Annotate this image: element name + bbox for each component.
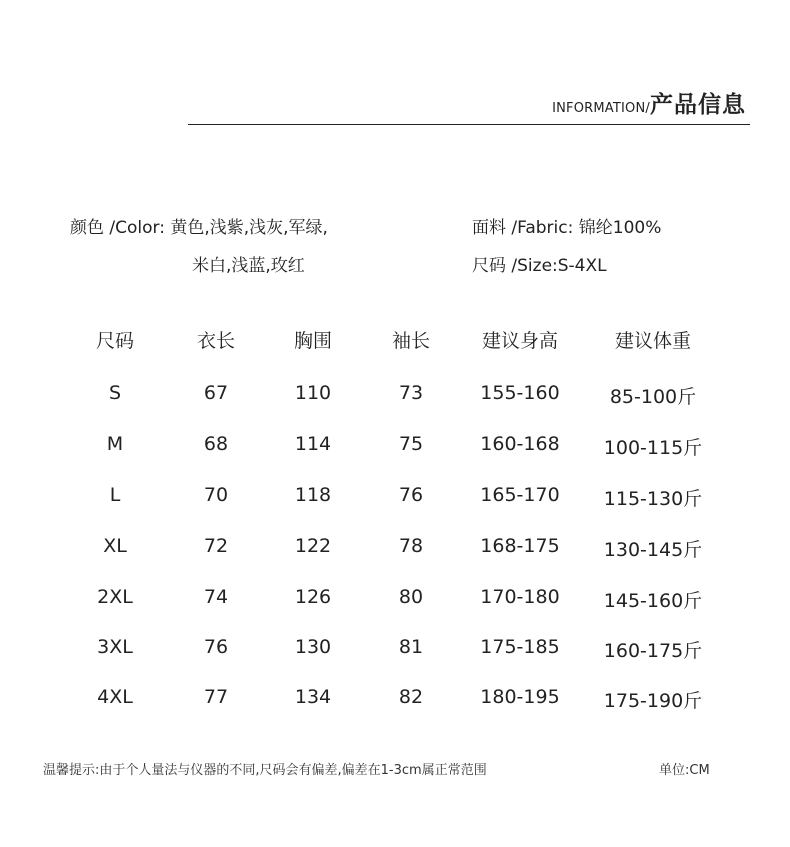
cell-sleeve: 78 (398, 535, 424, 557)
cell-height: 160-168 (480, 433, 560, 455)
cell-chest: 126 (294, 586, 332, 608)
cell-sleeve: 80 (398, 586, 424, 608)
cell-weight: 115-130斤 (603, 488, 703, 510)
cell-weight: 145-160斤 (603, 590, 703, 612)
cell-weight: 175-190斤 (603, 690, 703, 712)
info-color-line2: 米白,浅蓝,玫红 (192, 256, 305, 276)
cell-height: 175-185 (480, 636, 560, 658)
cell-height: 155-160 (480, 382, 560, 404)
cell-size: S (108, 382, 122, 404)
measurement-note: 温馨提示:由于个人量法与仪器的不同,尺码会有偏差,偏差在1-3cm属正常范围 (43, 763, 487, 778)
cell-length: 70 (203, 484, 229, 506)
info-fabric: 面料 /Fabric: 锦纶100% (472, 218, 662, 238)
cell-size: XL (103, 535, 127, 557)
cell-size: L (109, 484, 121, 506)
header-title-en: INFORMATION/ (552, 101, 650, 116)
cell-height: 180-195 (480, 686, 560, 708)
cell-sleeve: 82 (398, 686, 424, 708)
cell-chest: 114 (294, 433, 332, 455)
cell-weight: 160-175斤 (603, 640, 703, 662)
header-sleeve: 袖长 (391, 330, 430, 352)
cell-height: 170-180 (480, 586, 560, 608)
cell-weight: 130-145斤 (603, 539, 703, 561)
cell-size: M (106, 433, 124, 455)
cell-length: 67 (203, 382, 229, 404)
header-length: 衣长 (196, 330, 235, 352)
header-height: 建议身高 (481, 330, 558, 352)
cell-chest: 122 (294, 535, 332, 557)
cell-length: 72 (203, 535, 229, 557)
cell-height: 168-175 (480, 535, 560, 557)
header-weight: 建议体重 (614, 330, 691, 352)
cell-chest: 134 (294, 686, 332, 708)
cell-length: 74 (203, 586, 229, 608)
cell-chest: 110 (294, 382, 332, 404)
cell-sleeve: 75 (398, 433, 424, 455)
cell-sleeve: 81 (398, 636, 424, 658)
cell-height: 165-170 (480, 484, 560, 506)
cell-length: 76 (203, 636, 229, 658)
cell-length: 77 (203, 686, 229, 708)
cell-chest: 130 (294, 636, 332, 658)
cell-size: 3XL (97, 636, 133, 658)
header-title-zh: 产品信息 (650, 92, 746, 118)
info-color-line1: 颜色 /Color: 黄色,浅紫,浅灰,军绿, (70, 218, 328, 238)
header-size: 尺码 (95, 330, 134, 352)
cell-length: 68 (203, 433, 229, 455)
header-title (552, 86, 746, 119)
cell-chest: 118 (294, 484, 332, 506)
cell-size: 4XL (97, 686, 133, 708)
info-size: 尺码 /Size:S-4XL (472, 256, 607, 276)
header-chest: 胸围 (293, 330, 332, 352)
cell-sleeve: 73 (398, 382, 424, 404)
cell-size: 2XL (97, 586, 133, 608)
cell-weight: 85-100斤 (609, 386, 697, 408)
unit-label: 单位:CM (659, 763, 710, 778)
cell-weight: 100-115斤 (603, 437, 703, 459)
header-divider (188, 124, 750, 125)
cell-sleeve: 76 (398, 484, 424, 506)
